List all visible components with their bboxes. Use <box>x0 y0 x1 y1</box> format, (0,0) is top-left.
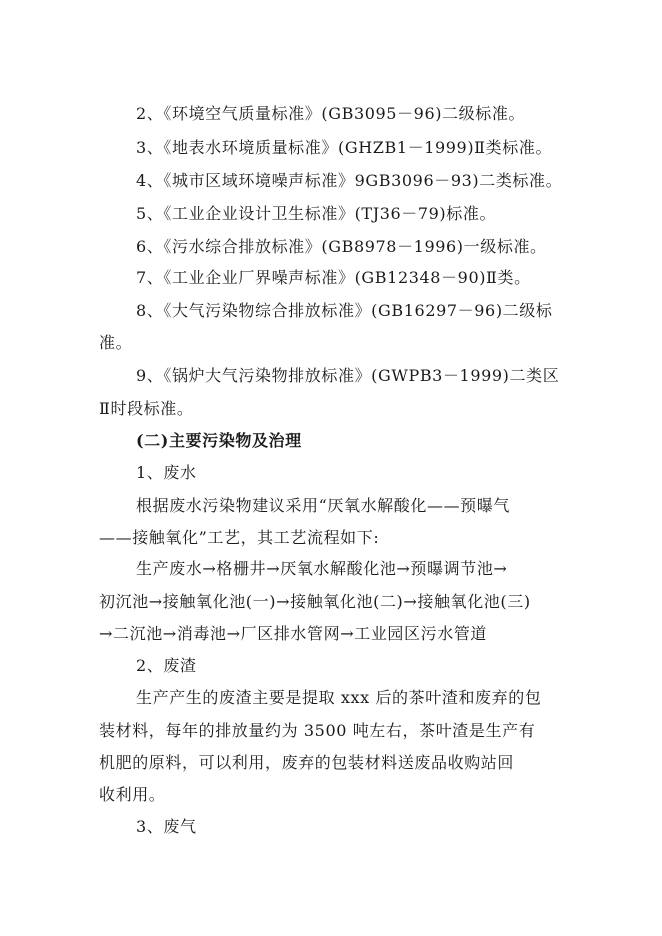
wastewater-flow-line-1: 生产废水→格栅井→厌氧水解酸化池→预曝调节池→ <box>136 559 508 578</box>
wastewater-title: 1、废水 <box>136 463 197 482</box>
waste-residue-line-1: 生产产生的废渣主要是提取 xxx 后的茶叶渣和废弃的包 <box>136 688 542 707</box>
standard-item-9-continued: Ⅱ时段标准。 <box>99 399 194 418</box>
standard-item-2: 2、《环境空气质量标准》(GB3095－96)二级标准。 <box>136 104 526 123</box>
standard-item-5: 5、《工业企业设计卫生标准》(TJ36－79)标准。 <box>136 204 497 223</box>
waste-residue-line-4: 收利用。 <box>99 785 166 804</box>
waste-gas-title: 3、废气 <box>136 817 197 836</box>
wastewater-flow-line-2: 初沉池→接触氧化池(一)→接触氧化池(二)→接触氧化池(三) <box>99 592 531 611</box>
waste-residue-line-2: 装材料，每年的排放量约为 3500 吨左右，茶叶渣是生产有 <box>99 721 536 740</box>
standard-item-9: 9、《锅炉大气污染物排放标准》(GWPB3－1999)二类区 <box>136 366 560 385</box>
wastewater-intro-line-1: 根据废水污染物建议采用“厌氧水解酸化——预曝气 <box>136 496 510 515</box>
wastewater-intro-line-2: ——接触氧化”工艺，其工艺流程如下: <box>99 528 380 547</box>
standard-item-8: 8、《大气污染物综合排放标准》(GB16297－96)二级标 <box>136 301 553 320</box>
standard-item-6: 6、《污水综合排放标准》(GB8978－1996)一级标准。 <box>136 237 547 256</box>
standard-item-4: 4、《城市区域环境噪声标准》9GB3096－93)二类标准。 <box>136 171 563 190</box>
standard-item-8-continued: 准。 <box>99 333 133 352</box>
waste-residue-title: 2、废渣 <box>136 656 197 675</box>
standard-item-7: 7、《工业企业厂界噪声标准》(GB12348－90)Ⅱ类。 <box>136 268 531 287</box>
wastewater-flow-line-3: →二沉池→消毒池→厂区排水管网→工业园区污水管道 <box>99 624 488 643</box>
section-heading: (二)主要污染物及治理 <box>136 431 302 450</box>
waste-residue-line-3: 机肥的原料，可以利用，废弃的包装材料送废品收购站回 <box>99 753 515 772</box>
standard-item-3: 3、《地表水环境质量标准》(GHZB1－1999)Ⅱ类标准。 <box>136 138 553 157</box>
